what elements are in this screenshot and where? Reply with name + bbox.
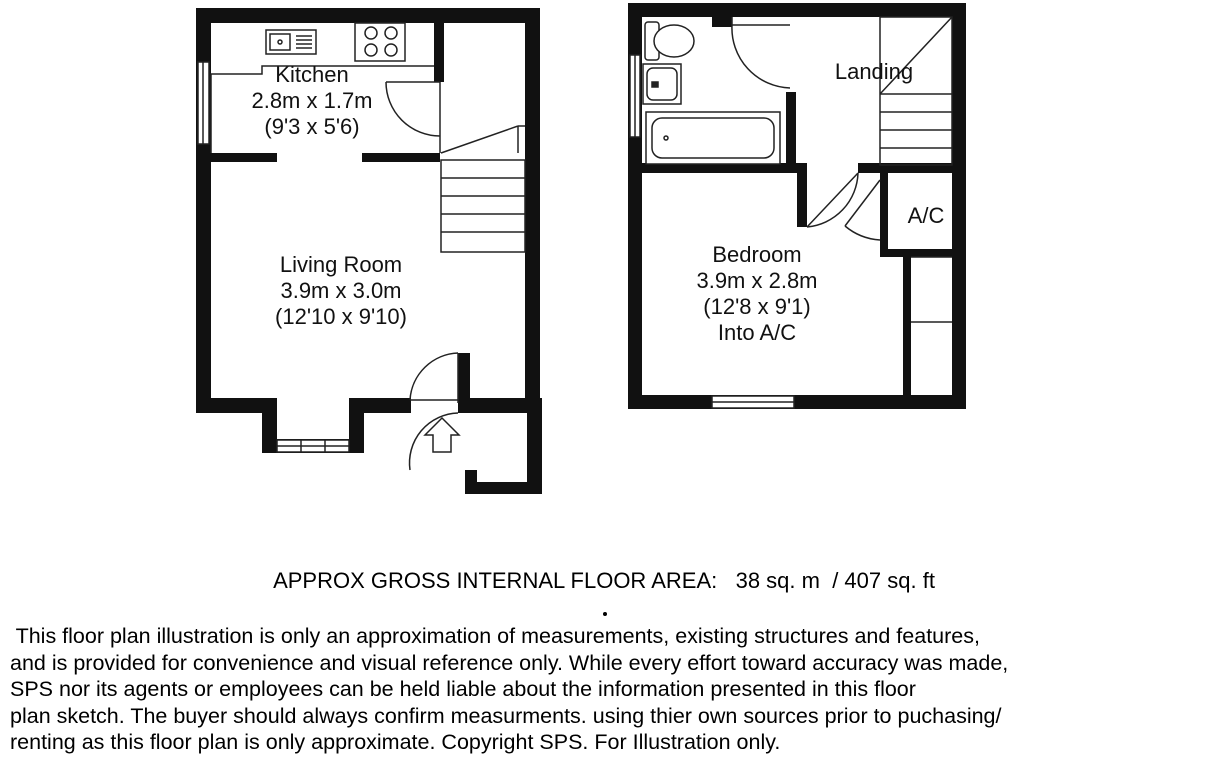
ground-floor-stairs xyxy=(441,126,525,252)
kitchen-door xyxy=(386,82,440,153)
floor-area-label: APPROX GROSS INTERNAL FLOOR AREA: xyxy=(273,568,718,593)
first-floor-stairs xyxy=(880,17,952,165)
kitchen-window xyxy=(198,62,209,144)
airing-cupboard-door xyxy=(845,180,880,240)
basin-icon xyxy=(643,64,681,104)
living-room-size-metric: 3.9m x 3.0m xyxy=(280,278,402,303)
sink-icon xyxy=(266,30,316,54)
floor-area-metric: 38 sq. m xyxy=(735,568,820,593)
bedroom-label xyxy=(696,242,817,345)
disclaimer-line: plan sketch. The buyer should always confirm measurments. using thier own sources prior to puchasing/ xyxy=(10,703,1002,728)
floor-area-summary xyxy=(0,568,1208,594)
disclaimer-line: and is provided for convenience and visual reference only. While every effort toward accuracy was made, xyxy=(10,650,1009,675)
bath-icon xyxy=(646,112,780,164)
bedroom-size-metric: 3.9m x 2.8m xyxy=(696,268,818,293)
separator-dot xyxy=(603,612,607,616)
ground-floor-plan xyxy=(196,8,542,494)
bedroom-size-imperial: (12'8 x 9'1) xyxy=(703,294,811,319)
ground-floor-walls xyxy=(196,8,542,494)
disclaimer-line: renting as this floor plan is only approximate. Copyright SPS. For Illustration only. xyxy=(10,730,781,754)
bathroom-door xyxy=(732,17,790,88)
floor-area-imperial: / 407 sq. ft xyxy=(832,568,935,593)
bathroom-window xyxy=(630,55,640,137)
bedroom-window xyxy=(712,396,794,408)
disclaimer-line: This floor plan illustration is only an approximation of measurements, existing structures and features, xyxy=(10,624,980,648)
living-room-name: Living Room xyxy=(279,252,403,277)
living-room-size-imperial: (12'10 x 9'10) xyxy=(275,304,407,329)
wardrobe xyxy=(911,257,952,322)
airing-cupboard-name: A/C xyxy=(907,203,945,228)
hob-icon xyxy=(355,23,405,61)
bay-window xyxy=(277,440,349,452)
landing-name: Landing xyxy=(834,59,914,84)
bedroom-note: Into A/C xyxy=(717,320,797,345)
disclaimer xyxy=(10,623,1205,756)
kitchen-label xyxy=(251,62,372,139)
living-room-label xyxy=(275,252,407,329)
kitchen-size-metric: 2.8m x 1.7m xyxy=(251,88,373,113)
toilet-icon xyxy=(645,22,694,60)
kitchen-size-imperial: (9'3 x 5'6) xyxy=(264,114,360,139)
bedroom-name: Bedroom xyxy=(712,242,802,267)
kitchen-name: Kitchen xyxy=(275,62,349,87)
disclaimer-line: SPS nor its agents or employees can be held liable about the information presented in this floor xyxy=(10,677,916,701)
